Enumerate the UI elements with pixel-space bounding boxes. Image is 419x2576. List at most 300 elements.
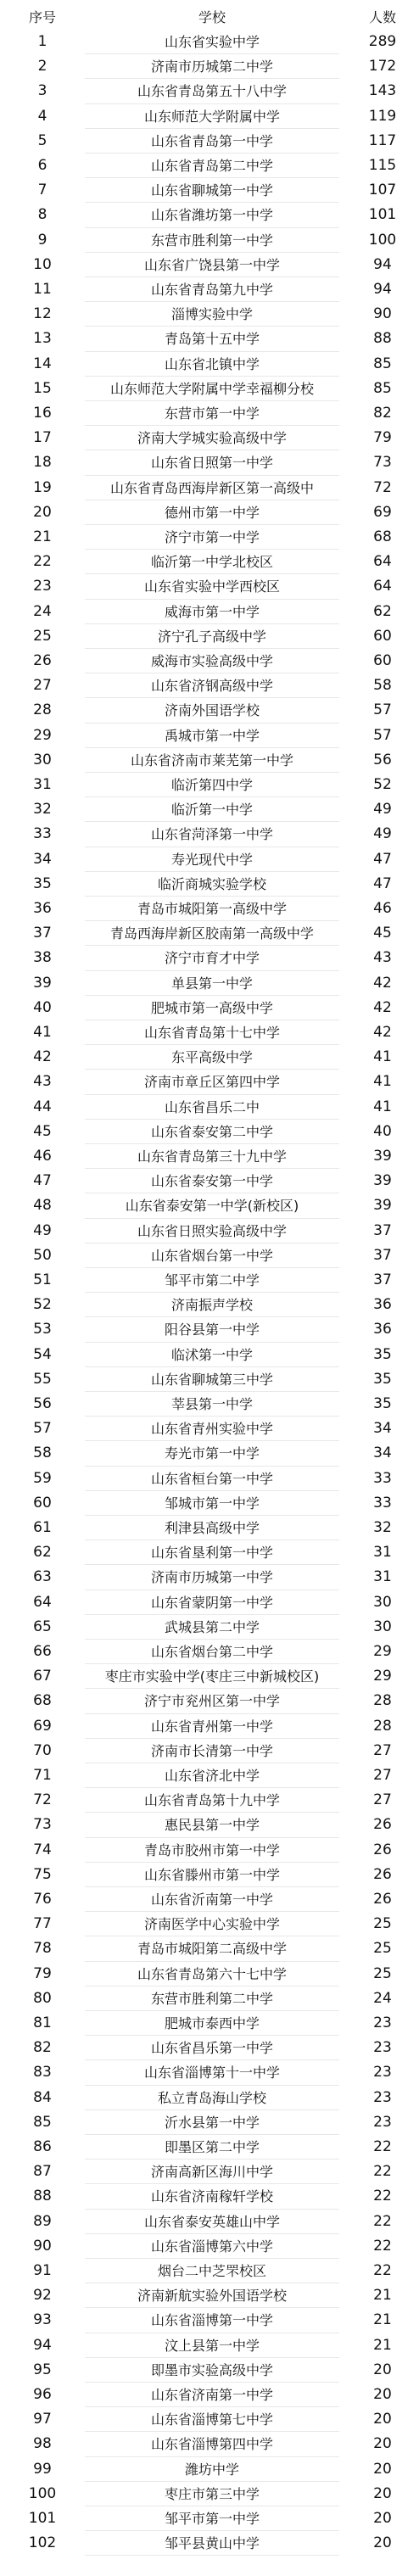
table-row	[0, 1491, 419, 1516]
table-row	[0, 2531, 419, 2556]
row-rank: 99	[33, 2460, 52, 2478]
row-count: 31	[373, 1568, 392, 1586]
row-count: 36	[373, 1321, 392, 1338]
row-school: 济宁市第一中学	[164, 529, 260, 545]
row-rank: 57	[33, 1420, 52, 1438]
table-row	[0, 1615, 419, 1640]
row-school: 山东省泰安英雄山中学	[143, 2213, 280, 2230]
table-row	[0, 1714, 419, 1739]
row-school: 山东省潍坊第一中学	[150, 207, 273, 224]
row-count: 25	[373, 1940, 392, 1958]
row-rank: 40	[33, 998, 52, 1016]
table-row	[0, 2060, 419, 2085]
row-count: 36	[373, 1296, 392, 1314]
row-school: 山东省泰安第二中学	[150, 1123, 273, 1140]
row-rank: 30	[33, 751, 52, 768]
row-school: 山东省聊城第一中学	[150, 182, 273, 199]
table-row	[0, 1813, 419, 1837]
row-count: 41	[373, 1048, 392, 1066]
row-rank: 8	[37, 206, 47, 224]
row-school: 山东省昌乐二中	[164, 1098, 260, 1115]
row-school: 山东省青岛第五十八中学	[137, 83, 287, 100]
table-row	[0, 2110, 419, 2135]
row-school: 即墨区第二中学	[164, 2139, 260, 2155]
row-count: 26	[373, 1816, 392, 1834]
row-rank: 65	[33, 1618, 52, 1635]
row-count: 24	[373, 1989, 392, 2007]
row-rank: 41	[33, 1024, 52, 1041]
row-school: 青岛市胶州市第一中学	[143, 1841, 280, 1858]
row-rank: 55	[33, 1370, 52, 1388]
table-row	[0, 1417, 419, 1441]
row-rank: 101	[28, 2510, 57, 2527]
table-row	[0, 1020, 419, 1045]
table-row	[0, 277, 419, 302]
row-count: 20	[373, 2534, 392, 2552]
row-count: 52	[373, 776, 392, 793]
row-count: 85	[373, 355, 392, 372]
row-rank: 14	[33, 355, 52, 372]
row-count: 20	[373, 2386, 392, 2403]
row-school: 山东省淄博第七中学	[150, 2411, 273, 2428]
row-school: 山东省广饶县第一中学	[143, 256, 280, 273]
row-count: 23	[373, 2064, 392, 2081]
row-school: 东营市胜利第二中学	[150, 1990, 273, 2007]
table-row	[0, 1887, 419, 1912]
row-school: 济南外国语学校	[164, 702, 260, 719]
row-count: 39	[373, 1197, 392, 1215]
row-rank: 86	[33, 2138, 52, 2155]
row-rank: 5	[37, 131, 47, 149]
table-row	[0, 1045, 419, 1070]
row-school: 山东省青岛第十七中学	[143, 1025, 280, 1041]
table-row	[0, 1863, 419, 1887]
row-count: 49	[373, 801, 392, 819]
row-rank: 13	[33, 330, 52, 348]
row-rank: 44	[33, 1098, 52, 1115]
row-count: 119	[368, 107, 397, 125]
row-school: 惠民县第一中学	[164, 1817, 260, 1834]
row-school: 济南新航实验外国语学校	[137, 2288, 287, 2305]
row-rank: 20	[33, 503, 52, 521]
row-school: 山东师范大学附属中学	[143, 108, 280, 125]
row-count: 64	[373, 553, 392, 571]
row-count: 22	[373, 2212, 392, 2230]
row-count: 90	[373, 305, 392, 323]
row-school: 临沂第一中学	[170, 802, 253, 819]
row-rank: 37	[33, 925, 52, 942]
row-rank: 50	[33, 1246, 52, 1264]
table-row	[0, 327, 419, 351]
table-row	[0, 550, 419, 574]
row-school: 山东省沂南第一中学	[150, 1891, 273, 1908]
table-row	[0, 2210, 419, 2234]
row-school: 东平高级中学	[170, 1049, 253, 1066]
row-school: 山东省青岛西海岸新区第一高级中	[109, 479, 314, 496]
table-row	[0, 476, 419, 500]
row-rank: 67	[33, 1668, 52, 1685]
row-school: 汶上县第一中学	[164, 2337, 260, 2354]
row-school: 即墨市实验高级中学	[150, 2361, 273, 2378]
row-count: 58	[373, 677, 392, 695]
row-school: 枣庄市第三中学	[164, 2485, 260, 2502]
table-row	[0, 1219, 419, 1243]
table-row	[0, 1986, 419, 2011]
table-row	[0, 1516, 419, 1540]
row-rank: 48	[33, 1197, 52, 1215]
row-count: 88	[373, 330, 392, 348]
table-row	[0, 1392, 419, 1417]
row-school: 肥城市第一高级中学	[150, 999, 273, 1016]
table-row	[0, 1193, 419, 1218]
table-row	[0, 1367, 419, 1392]
table-row	[0, 1070, 419, 1094]
row-school: 山东省菏泽第一中学	[150, 826, 273, 843]
row-count: 47	[373, 850, 392, 868]
row-count: 41	[373, 1098, 392, 1115]
row-school: 山东省青岛第六十七中学	[137, 1965, 287, 1982]
row-school: 山东省济北中学	[164, 1768, 260, 1784]
row-rank: 3	[37, 82, 47, 100]
row-count: 64	[373, 578, 392, 595]
table-header	[0, 5, 419, 30]
table-row	[0, 649, 419, 673]
table-row	[0, 2160, 419, 2184]
row-rank: 80	[33, 1989, 52, 2007]
row-rank: 39	[33, 974, 52, 992]
table-row	[0, 1441, 419, 1466]
row-count: 45	[373, 925, 392, 942]
row-rank: 27	[33, 677, 52, 695]
table-row	[0, 748, 419, 773]
row-rank: 71	[33, 1767, 52, 1784]
table-row	[0, 1936, 419, 1961]
table-row	[0, 1343, 419, 1367]
row-count: 33	[373, 1494, 392, 1512]
row-rank: 18	[33, 454, 52, 472]
header-rank: 序号	[28, 9, 56, 25]
row-count: 37	[373, 1271, 392, 1288]
row-school: 临沭第一中学	[170, 1346, 253, 1363]
row-school: 肥城市泰西中学	[164, 2015, 260, 2031]
row-school: 邹平县黄山中学	[164, 2535, 260, 2552]
row-school: 利津县高级中学	[164, 1520, 260, 1536]
row-school: 莘县第一中学	[170, 1396, 253, 1412]
row-count: 172	[368, 58, 397, 75]
table-row	[0, 525, 419, 550]
row-count: 41	[373, 1073, 392, 1091]
row-school: 山东省济南市莱芜第一中学	[130, 752, 293, 768]
row-count: 21	[373, 2336, 392, 2354]
table-row	[0, 1689, 419, 1713]
row-count: 21	[373, 2311, 392, 2329]
table-row	[0, 54, 419, 79]
table-row	[0, 2407, 419, 2432]
table-row	[0, 1838, 419, 1863]
row-school: 山东省滕州市第一中学	[143, 1866, 280, 1883]
row-school: 邹平市第一中学	[164, 2511, 260, 2527]
row-rank: 61	[33, 1519, 52, 1536]
row-school: 山东省青州第一中学	[150, 1718, 273, 1735]
table-row	[0, 1788, 419, 1813]
row-rank: 49	[33, 1221, 52, 1239]
row-count: 32	[373, 1519, 392, 1536]
row-count: 69	[373, 503, 392, 521]
row-count: 34	[373, 1444, 392, 1462]
row-rank: 33	[33, 825, 52, 843]
row-school: 寿光市第一中学	[164, 1445, 260, 1462]
row-school: 山东省实验中学西校区	[143, 578, 280, 595]
row-rank: 38	[33, 949, 52, 967]
table-row	[0, 2358, 419, 2383]
row-school: 青岛市城阳第一高级中学	[137, 901, 287, 917]
row-count: 30	[373, 1618, 392, 1635]
row-school: 私立青岛海山学校	[157, 2089, 266, 2106]
row-rank: 74	[33, 1841, 52, 1858]
row-count: 35	[373, 1395, 392, 1412]
row-school: 山东省日照第一中学	[150, 455, 273, 472]
row-count: 20	[373, 2460, 392, 2478]
row-count: 26	[373, 1841, 392, 1858]
table-row	[0, 2383, 419, 2407]
row-rank: 93	[33, 2311, 52, 2329]
table-row	[0, 352, 419, 377]
table-row	[0, 574, 419, 599]
row-rank: 26	[33, 652, 52, 669]
row-count: 43	[373, 949, 392, 967]
table-row	[0, 1739, 419, 1763]
header-count: 人数	[368, 9, 396, 25]
row-rank: 90	[33, 2237, 52, 2255]
table-row	[0, 1664, 419, 1689]
row-count: 22	[373, 2138, 392, 2155]
table-row	[0, 1467, 419, 1491]
row-rank: 43	[33, 1073, 52, 1091]
row-count: 85	[373, 379, 392, 397]
row-count: 42	[373, 1024, 392, 1041]
row-rank: 19	[33, 478, 52, 496]
row-school: 东营市胜利第一中学	[150, 232, 273, 249]
row-rank: 51	[33, 1271, 52, 1288]
row-rank: 15	[33, 379, 52, 397]
row-rank: 12	[33, 305, 52, 323]
table-row	[0, 872, 419, 897]
row-school: 邹平市第二中学	[164, 1272, 260, 1288]
row-school: 济宁孔子高级中学	[157, 628, 266, 645]
row-school: 山东省聊城第三中学	[150, 1371, 273, 1388]
row-rank: 62	[33, 1544, 52, 1562]
table-row	[0, 2333, 419, 2358]
table-row	[0, 822, 419, 847]
row-school: 济南市历城第一中学	[150, 1569, 273, 1586]
row-school: 山东省济钢高级中学	[150, 678, 273, 695]
row-rank: 95	[33, 2361, 52, 2378]
row-count: 42	[373, 974, 392, 992]
table-row	[0, 426, 419, 450]
table-row	[0, 600, 419, 624]
row-rank: 34	[33, 850, 52, 868]
row-count: 37	[373, 1246, 392, 1264]
row-rank: 54	[33, 1345, 52, 1363]
row-count: 39	[373, 1172, 392, 1190]
table-row	[0, 377, 419, 401]
row-rank: 96	[33, 2386, 52, 2403]
row-rank: 11	[33, 281, 52, 298]
row-count: 35	[373, 1345, 392, 1363]
row-count: 27	[373, 1741, 392, 1759]
row-count: 34	[373, 1420, 392, 1438]
row-school: 山东省济南第一中学	[150, 2387, 273, 2403]
table-row	[0, 2283, 419, 2308]
row-school: 寿光现代中学	[170, 851, 253, 868]
row-rank: 31	[33, 776, 52, 793]
row-school: 邹城市第一中学	[164, 1495, 260, 1512]
table-row	[0, 178, 419, 203]
table-row	[0, 996, 419, 1020]
row-rank: 53	[33, 1321, 52, 1338]
row-rank: 100	[28, 2484, 57, 2502]
row-rank: 21	[33, 528, 52, 545]
row-rank: 72	[33, 1791, 52, 1809]
row-school: 临沂商城实验学校	[157, 875, 266, 892]
row-school: 济宁市育才中学	[164, 950, 260, 967]
row-count: 37	[373, 1221, 392, 1239]
row-count: 20	[373, 2435, 392, 2453]
row-count: 21	[373, 2287, 392, 2305]
table-row	[0, 971, 419, 996]
row-rank: 9	[37, 231, 47, 249]
row-school: 济南大学城实验高级中学	[137, 430, 287, 447]
row-rank: 68	[33, 1692, 52, 1710]
row-school: 山东省青岛第二中学	[150, 158, 273, 174]
row-rank: 4	[37, 107, 47, 125]
table-row	[0, 2482, 419, 2506]
row-rank: 7	[37, 182, 47, 199]
row-count: 22	[373, 2262, 392, 2279]
table-row	[0, 401, 419, 426]
table-row	[0, 2506, 419, 2531]
row-rank: 47	[33, 1172, 52, 1190]
row-count: 143	[368, 82, 397, 100]
row-school: 德州市第一中学	[164, 504, 260, 521]
table-row	[0, 1540, 419, 1565]
table-row	[0, 1565, 419, 1590]
row-rank: 73	[33, 1816, 52, 1834]
row-school: 临沂第一中学北校区	[150, 554, 273, 571]
row-count: 49	[373, 825, 392, 843]
row-school: 山东省青岛第一中学	[150, 132, 273, 149]
table-row	[0, 2457, 419, 2482]
row-count: 30	[373, 1593, 392, 1611]
row-rank: 97	[33, 2411, 52, 2428]
row-count: 72	[373, 478, 392, 496]
row-rank: 10	[33, 255, 52, 273]
table-row	[0, 897, 419, 921]
row-rank: 23	[33, 578, 52, 595]
row-school: 东营市第一中学	[164, 405, 260, 422]
table-row	[0, 104, 419, 129]
row-rank: 79	[33, 1964, 52, 1982]
table-row	[0, 79, 419, 103]
row-rank: 46	[33, 1148, 52, 1165]
table-row	[0, 2011, 419, 2036]
table-row	[0, 450, 419, 475]
row-count: 23	[373, 2014, 392, 2031]
row-rank: 24	[33, 602, 52, 620]
row-count: 23	[373, 2113, 392, 2131]
row-school: 山东省青岛第三十九中学	[137, 1148, 287, 1165]
row-count: 79	[373, 429, 392, 447]
row-count: 42	[373, 998, 392, 1016]
row-count: 60	[373, 652, 392, 669]
row-rank: 32	[33, 801, 52, 819]
row-rank: 89	[33, 2212, 52, 2230]
row-school: 山东省实验中学	[164, 34, 260, 50]
row-count: 82	[373, 405, 392, 422]
table-row	[0, 1763, 419, 1788]
row-rank: 87	[33, 2163, 52, 2181]
table-row	[0, 1640, 419, 1664]
row-rank: 63	[33, 1568, 52, 1586]
row-count: 20	[373, 2510, 392, 2527]
row-rank: 42	[33, 1048, 52, 1066]
row-school: 青岛市城阳第二高级中学	[137, 1941, 287, 1958]
row-rank: 22	[33, 553, 52, 571]
row-school: 山东省蒙阴第一中学	[150, 1594, 273, 1611]
table-row	[0, 673, 419, 698]
row-school: 山东省泰安第一中学(新校区)	[125, 1198, 299, 1215]
row-rank: 6	[37, 157, 47, 174]
table-row	[0, 228, 419, 253]
table-row	[0, 1268, 419, 1293]
row-count: 25	[373, 1915, 392, 1933]
table-row	[0, 2086, 419, 2110]
row-school: 山东省烟台第一中学	[150, 1247, 273, 1264]
row-count: 23	[373, 2039, 392, 2057]
row-rank: 59	[33, 1469, 52, 1487]
table-row	[0, 30, 419, 54]
row-school: 山东省青岛第九中学	[150, 282, 273, 298]
row-rank: 98	[33, 2435, 52, 2453]
row-school: 山东省桓台第一中学	[150, 1470, 273, 1487]
row-rank: 66	[33, 1643, 52, 1660]
row-school: 青岛西海岸新区胶南第一高级中学	[109, 925, 314, 942]
row-count: 28	[373, 1692, 392, 1710]
row-count: 35	[373, 1370, 392, 1388]
row-school: 阳谷县第一中学	[164, 1322, 260, 1338]
table-row	[0, 847, 419, 872]
row-rank: 82	[33, 2039, 52, 2057]
row-rank: 83	[33, 2064, 52, 2081]
row-school: 枣庄市实验中学(枣庄三中新城校区)	[104, 1668, 320, 1685]
row-rank: 25	[33, 627, 52, 645]
row-school: 济南高新区海川中学	[150, 2164, 273, 2181]
row-school: 济南医学中心实验中学	[143, 1916, 280, 1933]
table-row	[0, 129, 419, 154]
row-school: 济南市长清第一中学	[150, 1742, 273, 1759]
table-row	[0, 1169, 419, 1193]
row-count: 29	[373, 1668, 392, 1685]
table-row	[0, 624, 419, 649]
row-count: 20	[373, 2411, 392, 2428]
row-count: 27	[373, 1791, 392, 1809]
row-school: 山东省垦利第一中学	[150, 1545, 273, 1562]
row-school: 潍坊中学	[184, 2461, 239, 2478]
row-school: 禹城市第一中学	[164, 727, 260, 744]
row-count: 31	[373, 1544, 392, 1562]
row-count: 117	[368, 131, 397, 149]
row-school: 淄博实验中学	[170, 306, 253, 323]
